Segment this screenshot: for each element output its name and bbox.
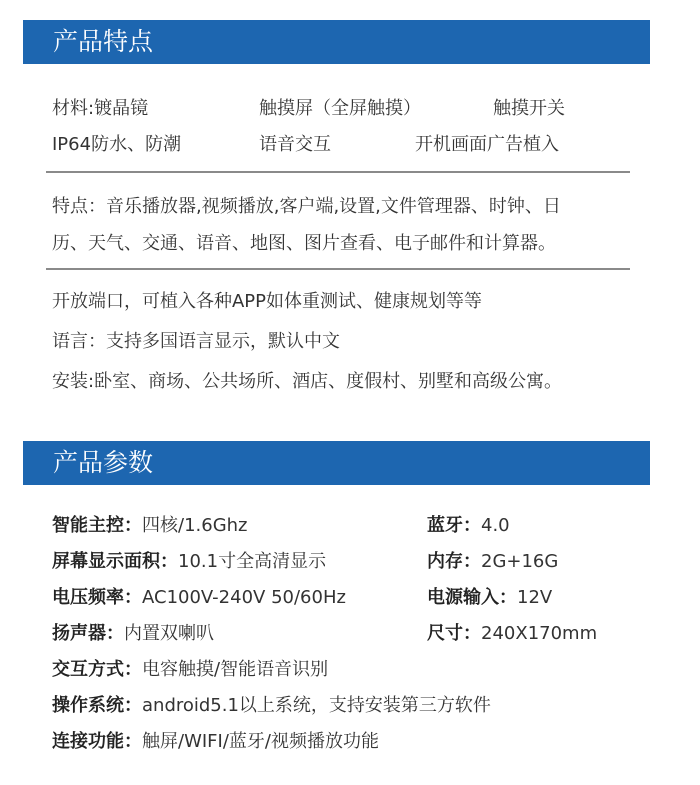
param-label: 交互方式：: [52, 659, 142, 680]
param-value: 2G+16G: [481, 551, 559, 572]
feature-item: IP64防水、防潮: [52, 134, 182, 155]
param-row: [427, 514, 510, 538]
param-label: 蓝牙：: [427, 515, 481, 536]
param-value: 电容触摸/智能语音识别: [142, 659, 329, 680]
feature-item: 触摸屏（全屏触摸）: [259, 98, 421, 119]
param-label: 电源输入：: [427, 587, 517, 608]
param-value: 240X170mm: [481, 623, 598, 644]
param-row: [52, 694, 491, 718]
param-label: 屏幕显示面积：: [52, 551, 178, 572]
param-row: [52, 550, 326, 574]
param-label: 扬声器：: [52, 623, 124, 644]
param-row: [52, 730, 379, 754]
param-row: [427, 586, 552, 610]
install-text: 安装:卧室、商场、公共场所、酒店、度假村、别墅和高级公寓。: [52, 371, 563, 392]
language-text: 语言：支持多国语言显示，默认中文: [52, 331, 340, 352]
feature-item: 触摸开关: [493, 98, 565, 119]
section-header-features: [23, 20, 650, 64]
param-value: 内置双喇叭: [124, 623, 214, 644]
param-value: 触屏/WIFI/蓝牙/视频播放功能: [142, 731, 379, 752]
traits-text: 历、天气、交通、语音、地图、图片查看、电子邮件和计算器。: [52, 233, 556, 254]
param-value: android5.1以上系统，支持安装第三方软件: [142, 695, 491, 716]
feature-item: 开机画面广告植入: [415, 134, 559, 155]
param-row: [427, 550, 558, 574]
param-label: 内存：: [427, 551, 481, 572]
param-value: 12V: [517, 587, 553, 608]
feature-item: 语音交互: [259, 134, 331, 155]
section-title: 产品特点: [53, 27, 154, 56]
traits-text: 特点：音乐播放器,视频播放,客户端,设置,文件管理器、时钟、日: [52, 196, 561, 217]
param-label: 电压频率：: [52, 587, 142, 608]
param-value: 10.1寸全高清显示: [178, 551, 327, 572]
section-title: 产品参数: [53, 448, 154, 477]
param-label: 智能主控：: [52, 515, 142, 536]
param-row: [427, 622, 597, 646]
divider: [46, 268, 630, 270]
ports-text: 开放端口，可植入各种APP如体重测试、健康规划等等: [52, 291, 483, 312]
section-header-params: [23, 441, 650, 485]
param-value: AC100V-240V 50/60Hz: [142, 587, 346, 608]
param-label: 操作系统：: [52, 695, 142, 716]
param-row: [52, 658, 328, 682]
param-value: 4.0: [481, 515, 510, 536]
param-row: [52, 514, 248, 538]
param-row: [52, 622, 214, 646]
feature-item: 材料:镀晶镜: [52, 98, 149, 119]
param-row: [52, 586, 346, 610]
param-label: 尺寸：: [427, 623, 481, 644]
divider: [46, 171, 630, 173]
param-value: 四核/1.6Ghz: [142, 515, 248, 536]
param-label: 连接功能：: [52, 731, 142, 752]
